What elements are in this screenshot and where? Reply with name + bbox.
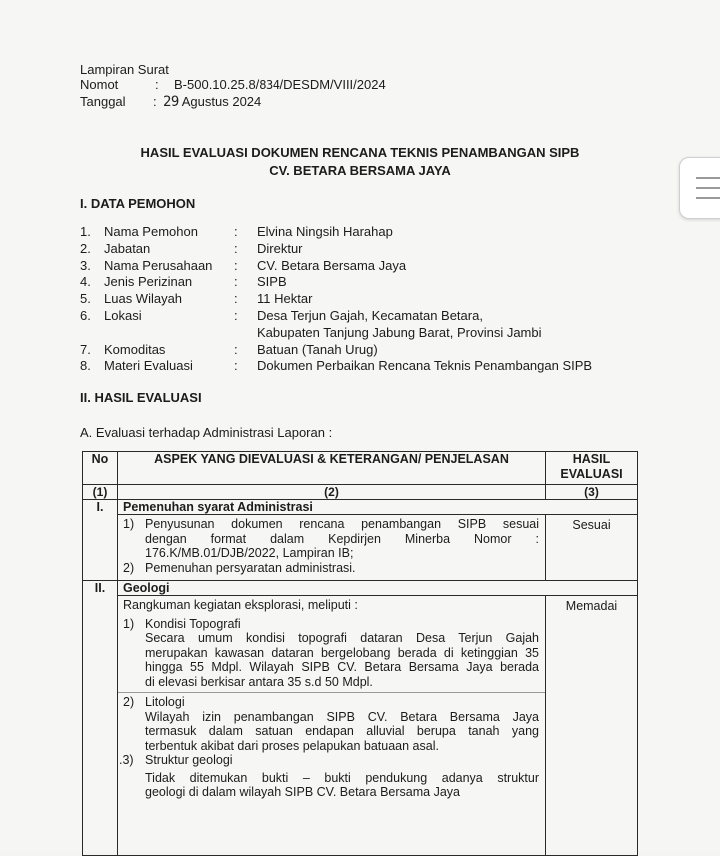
list-item: 1) Penyusunan dokumen rencana penambangan SIPB sesuai dengan format dalam Kepdirjen Minerba Nomor : 176.K/MB.01/DJB/2022, Lampiran IB; bbox=[123, 517, 539, 560]
result-administrasi: Sesuai bbox=[546, 515, 638, 581]
table-row-geologi-title bbox=[83, 581, 638, 596]
header-hasil: HASIL EVALUASI bbox=[546, 452, 638, 485]
nomor-value: B-500.10.25.8/834/DESDM/VIII/2024 bbox=[174, 77, 386, 92]
pemohon-value-7: Batuan (Tanah Urug) bbox=[257, 342, 378, 357]
pemohon-no-7: 7. bbox=[80, 342, 91, 357]
tanggal-value: 29 Agustus 2024 bbox=[163, 94, 262, 110]
pemohon-value-6: Desa Terjun Gajah, Kecamatan Betara, bbox=[257, 308, 483, 323]
evaluation-table bbox=[82, 451, 638, 856]
menu-line-icon bbox=[696, 177, 720, 179]
pemohon-label-5: Luas Wilayah bbox=[104, 291, 183, 306]
row-no-2: II. bbox=[83, 581, 118, 856]
pemohon-no-2: 2. bbox=[80, 241, 91, 256]
document-title-line1: HASIL EVALUASI DOKUMEN RENCANA TEKNIS PENAMBANGAN SIPB bbox=[140, 145, 580, 160]
table-row-administrasi-title bbox=[83, 500, 638, 515]
list-item: 2) Litologi bbox=[123, 695, 185, 709]
list-item: 1) Kondisi Topografi bbox=[123, 616, 241, 631]
pemohon-colon-1: : bbox=[234, 224, 238, 239]
pemohon-value-6-line2: Kabupaten Tanjung Jabung Barat, Provinsi Jambi bbox=[257, 325, 542, 340]
pemohon-no-3: 3. bbox=[80, 258, 91, 273]
pemohon-value-3: CV. Betara Bersama Jaya bbox=[257, 258, 407, 273]
administrasi-details bbox=[118, 515, 546, 581]
pemohon-label-6: Lokasi bbox=[104, 308, 142, 323]
header-aspek: ASPEK YANG DIEVALUASI & KETERANGAN/ PENJELASAN bbox=[118, 452, 546, 485]
nomor-handwritten: 834 bbox=[259, 78, 280, 92]
nomor-colon: : bbox=[155, 77, 159, 92]
divider bbox=[118, 692, 545, 693]
pemohon-value-8: Dokumen Perbaikan Rencana Teknis Penambangan SIPB bbox=[257, 358, 593, 373]
table-row-administrasi-body bbox=[83, 515, 638, 581]
row-title-administrasi: Pemenuhan syarat Administrasi bbox=[118, 500, 638, 515]
row-title-geologi: Geologi bbox=[118, 581, 638, 596]
pemohon-colon-6: : bbox=[234, 308, 238, 323]
section-hasil-evaluasi-heading: II. HASIL EVALUASI bbox=[80, 390, 202, 405]
pemohon-label-2: Jabatan bbox=[104, 241, 151, 256]
lampiran-label: Lampiran Surat bbox=[80, 62, 169, 77]
pemohon-colon-8: : bbox=[234, 358, 238, 373]
colnum-1: (1) bbox=[83, 485, 118, 500]
pemohon-label-1: Nama Pemohon bbox=[104, 224, 198, 239]
pemohon-no-4: 4. bbox=[80, 274, 91, 289]
list-item: .3) Struktur geologi bbox=[119, 753, 233, 767]
pemohon-value-1: Elvina Ningsih Harahap bbox=[257, 224, 393, 239]
pemohon-colon-5: : bbox=[234, 291, 238, 306]
side-menu-tab[interactable] bbox=[679, 157, 720, 219]
pemohon-label-8: Materi Evaluasi bbox=[104, 358, 193, 373]
header-no: No bbox=[83, 452, 118, 485]
table-column-number-row bbox=[83, 485, 638, 500]
pemohon-label-7: Komoditas bbox=[104, 342, 166, 357]
nomor-label: Nomot bbox=[80, 77, 119, 92]
menu-line-icon bbox=[696, 197, 720, 199]
pemohon-value-2: Direktur bbox=[257, 241, 303, 256]
result-geologi: Memadai bbox=[546, 596, 638, 856]
pemohon-value-5: 11 Hektar bbox=[257, 291, 313, 306]
pemohon-no-6: 6. bbox=[80, 308, 91, 323]
menu-line-icon bbox=[696, 187, 720, 189]
pemohon-no-5: 5. bbox=[80, 291, 91, 306]
geologi-details: Rangkuman kegiatan eksplorasi, meliputi : 1) Kondisi Topografi Secara umum kondisi topografi dataran Desa Terjun Gajah merupakan kawasan dataran bergelobang berada di ketinggian 35 hingga 55 Mdpl. Wilayah SIPB CV. Betara Bersama Jaya berada di elevasi berkisar antara 35 s.d 50 Mdpl. 2) Litologi Wilayah izin penambangan SIPB CV. Betara Bersama Jaya termasuk dalam satuan endapan alluvial berupa tanah yang terbentuk akibat dari proses pelapukan batuaan asal. .3) Struktur geologi Tidak ditemukan bukti – bukti pendukung adanya struktur geologi di dalam wilayah SIPB CV. Betara Bersama Jaya bbox=[118, 596, 546, 856]
document-title-line2: CV. BETARA BERSAMA JAYA bbox=[269, 163, 451, 178]
pemohon-no-1: 1. bbox=[80, 224, 91, 239]
tanggal-colon: : bbox=[153, 94, 157, 109]
table-header-row bbox=[83, 452, 638, 485]
pemohon-label-3: Nama Perusahaan bbox=[104, 258, 213, 273]
colnum-3: (3) bbox=[546, 485, 638, 500]
pemohon-colon-2: : bbox=[234, 241, 238, 256]
section-data-pemohon-heading: I. DATA PEMOHON bbox=[80, 196, 196, 211]
colnum-2: (2) bbox=[118, 485, 546, 500]
table-row-geologi-body bbox=[83, 596, 638, 856]
pemohon-colon-4: : bbox=[234, 274, 238, 289]
pemohon-value-4: SIPB bbox=[257, 274, 287, 289]
pemohon-colon-3: : bbox=[234, 258, 238, 273]
tanggal-handwritten: 29 bbox=[163, 94, 179, 110]
pemohon-colon-7: : bbox=[234, 342, 238, 357]
pemohon-label-4: Jenis Perizinan bbox=[104, 274, 193, 289]
tanggal-label: Tanggal bbox=[80, 94, 126, 109]
subsection-a-heading: A. Evaluasi terhadap Administrasi Laporan : bbox=[80, 425, 333, 440]
list-item: 2) Pemenuhan persyaratan administrasi. bbox=[123, 560, 356, 575]
row-no-1: I. bbox=[83, 500, 118, 581]
pemohon-no-8: 8. bbox=[80, 358, 91, 373]
